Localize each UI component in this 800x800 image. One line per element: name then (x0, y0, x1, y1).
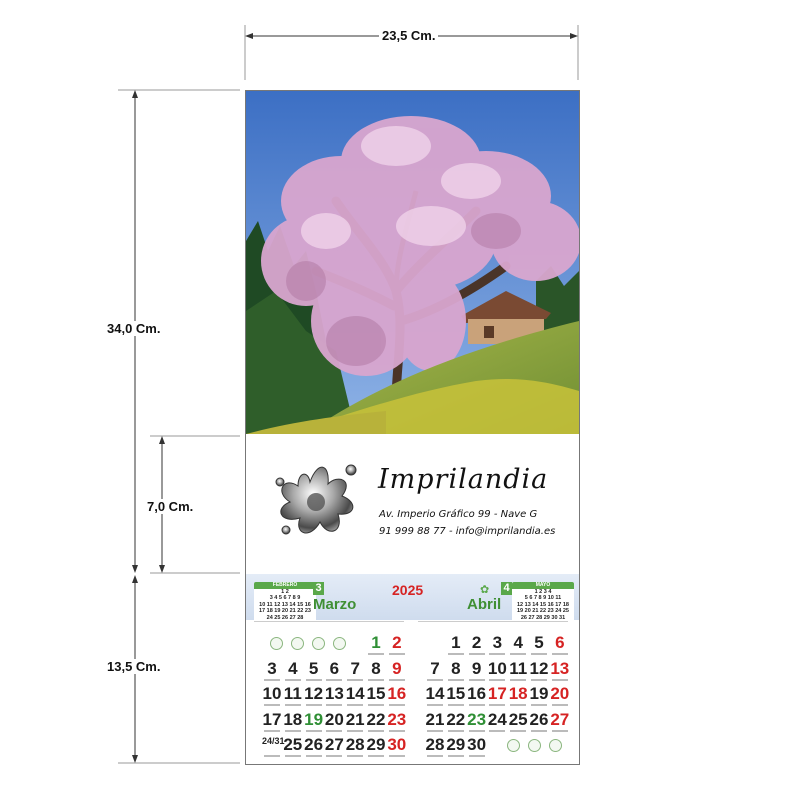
day-saint-caption (552, 730, 568, 732)
calendar-day: 16 (387, 684, 407, 703)
calendar-day: 16 (467, 684, 487, 703)
calendar-day: 23 (467, 709, 487, 729)
calendar-day: 19 (304, 709, 324, 729)
calendar-day: 25 (508, 709, 528, 729)
calendar-day: 10 (262, 684, 282, 703)
advertiser-panel (246, 434, 579, 574)
calendar-day: 15 (446, 684, 466, 703)
day-saint-caption (469, 679, 485, 681)
day-saint-caption (427, 730, 443, 732)
day-saint-caption (306, 704, 322, 706)
width-dimension-label: 23,5 Cm. (379, 28, 438, 43)
calendar-day: 9 (471, 658, 482, 678)
day-saint-caption (389, 653, 405, 655)
wall-calendar (245, 90, 580, 765)
day-saint-caption (552, 704, 568, 706)
day-saint-caption (389, 679, 405, 681)
moon-phase-icon (312, 637, 325, 650)
calendar-day: 22 (366, 709, 386, 729)
calendar-day: 24 (487, 709, 507, 729)
calendar-day: 6 (555, 633, 565, 652)
moon-phase-icon (507, 739, 520, 752)
calendar-day: 7 (350, 658, 360, 678)
day-saint-caption (285, 755, 301, 757)
calendar-height-dimension-label: 13,5 Cm. (104, 659, 163, 674)
calendar-day: 8 (371, 658, 381, 678)
calendar-day: 26 (304, 735, 324, 754)
calendar-day: 17 (487, 684, 507, 703)
calendar-day: 22 (446, 709, 466, 729)
calendar-day: 12 (304, 684, 324, 703)
calendar-day: 5 (534, 633, 544, 652)
calendar-day: 14 (345, 684, 365, 703)
day-saint-caption (510, 730, 526, 732)
day-saint-caption (489, 730, 505, 732)
brand-name: Imprilandia (378, 464, 549, 495)
day-saint-caption (368, 679, 384, 681)
calendar-day: 15 (366, 684, 386, 703)
calendar-day: 24/31 (262, 736, 285, 746)
day-saint-caption (368, 755, 384, 757)
moon-phase-icon (528, 739, 541, 752)
day-saint-caption (427, 704, 443, 706)
day-saint-caption (347, 704, 363, 706)
calendar-day: 3 (492, 633, 503, 652)
day-saint-caption (510, 653, 526, 655)
calendar-day: 1 (371, 633, 381, 652)
mini-calendar-next: MAYO 1 2 3 4 5 6 7 8 9 10 11 12 13 14 15 16 17 18 19 20 21 22 23 24 25 26 27 28 29 30 31 (512, 582, 574, 622)
calendar-day: 4 (288, 658, 298, 678)
moon-phase-icon (291, 637, 304, 650)
calendar-day: 17 (262, 709, 282, 729)
calendar-day: 14 (425, 684, 445, 703)
calendar-day: 19 (529, 684, 549, 703)
calendar-day: 18 (508, 684, 528, 703)
butterfly-icon: ✿ (480, 584, 490, 596)
calendar-day: 5 (308, 658, 319, 678)
calendar-day: 7 (430, 658, 440, 678)
calendar-day: 20 (550, 684, 570, 703)
day-saint-caption (531, 653, 547, 655)
day-saint-caption (306, 755, 322, 757)
calendar-day: 4 (513, 633, 523, 652)
day-saint-caption (489, 653, 505, 655)
calendar-day: 9 (392, 658, 402, 678)
mini-calendar-previous: FEBRERO 1 2 3 4 5 6 7 8 9 10 11 12 13 14 15 16 17 18 19 20 21 22 23 24 25 26 27 28 (254, 582, 316, 622)
day-saint-caption (264, 730, 280, 732)
calendar-day: 27 (550, 709, 570, 729)
calendar-day: 30 (387, 735, 407, 754)
day-saint-caption (347, 755, 363, 757)
calendar-day: 3 (267, 658, 277, 678)
calendar-day: 12 (529, 658, 549, 678)
day-saint-caption (306, 730, 322, 732)
calendar-day: 8 (451, 658, 461, 678)
month-number-left: 3 (313, 582, 324, 595)
ad-height-dimension-label: 7,0 Cm. (144, 499, 196, 514)
day-saint-caption (368, 653, 384, 655)
calendar-day: 13 (324, 684, 344, 703)
calendar-day: 29 (366, 735, 386, 754)
day-saint-caption (469, 730, 485, 732)
calendar-day: 21 (345, 709, 365, 729)
day-saint-caption (306, 679, 322, 681)
calendar-day: 28 (345, 735, 365, 754)
calendar-day: 28 (425, 735, 445, 754)
calendar-grid (246, 574, 579, 764)
day-saint-caption (469, 704, 485, 706)
calendar-day: 2 (471, 633, 482, 652)
calendar-day: 11 (509, 658, 528, 678)
day-saint-caption (552, 653, 568, 655)
month-title-left: Marzo (313, 596, 357, 613)
day-saint-caption (427, 755, 443, 757)
day-saint-caption (469, 755, 485, 757)
day-saint-caption (389, 730, 405, 732)
day-saint-caption (510, 679, 526, 681)
day-saint-caption (510, 704, 526, 706)
day-saint-caption (368, 704, 384, 706)
day-saint-caption (427, 679, 443, 681)
day-saint-caption (368, 730, 384, 732)
splash-logo-icon (258, 452, 368, 552)
day-saint-caption (448, 679, 464, 681)
calendar-day: 29 (446, 735, 466, 754)
moon-phase-icon (270, 637, 283, 650)
calendar-day: 10 (487, 658, 507, 678)
moon-phase-icon (333, 637, 346, 650)
day-saint-caption (264, 679, 280, 681)
calendar-day: 6 (329, 658, 340, 678)
calendar-day: 1 (451, 633, 461, 652)
month-title-right: Abril (467, 596, 502, 613)
weekday-strip (246, 621, 579, 629)
day-saint-caption (285, 704, 301, 706)
calendar-day: 23 (387, 709, 407, 729)
calendar-day: 25 (283, 735, 303, 754)
day-saint-caption (448, 704, 464, 706)
calendar-day: 27 (324, 735, 344, 754)
calendar-day: 30 (467, 735, 487, 754)
year-title: 2025 (392, 582, 424, 598)
day-saint-caption (489, 704, 505, 706)
day-saint-caption (531, 730, 547, 732)
day-saint-caption (389, 704, 405, 706)
day-saint-caption (389, 755, 405, 757)
day-saint-caption (285, 679, 301, 681)
month-number-right: 4 (501, 582, 512, 595)
day-saint-caption (326, 704, 342, 706)
cherry-blossom-photo (246, 91, 579, 434)
calendar-day: 11 (283, 684, 302, 703)
day-saint-caption (552, 679, 568, 681)
day-saint-caption (489, 679, 505, 681)
day-saint-caption (347, 730, 363, 732)
day-saint-caption (264, 704, 280, 706)
day-saint-caption (326, 679, 342, 681)
calendar-day: 13 (550, 658, 570, 678)
brand-contact: 91 999 88 77 - info@imprilandia.es (379, 526, 556, 537)
day-saint-caption (326, 730, 342, 732)
day-saint-caption (347, 679, 363, 681)
day-saint-caption (448, 755, 464, 757)
calendar-day: 21 (425, 709, 445, 729)
day-saint-caption (531, 704, 547, 706)
brand-address: Av. Imperio Gráfico 99 - Nave G (379, 509, 538, 520)
calendar-day: 26 (529, 709, 549, 729)
day-saint-caption (326, 755, 342, 757)
day-saint-caption (448, 730, 464, 732)
day-saint-caption (448, 653, 464, 655)
calendar-day: 18 (283, 709, 303, 729)
day-saint-caption (285, 730, 301, 732)
moon-phase-icon (549, 739, 562, 752)
day-saint-caption (469, 653, 485, 655)
calendar-day: 20 (324, 709, 344, 729)
calendar-day: 2 (392, 633, 402, 652)
height-dimension-label: 34,0 Cm. (104, 321, 163, 336)
day-saint-caption (264, 755, 280, 757)
day-saint-caption (531, 679, 547, 681)
